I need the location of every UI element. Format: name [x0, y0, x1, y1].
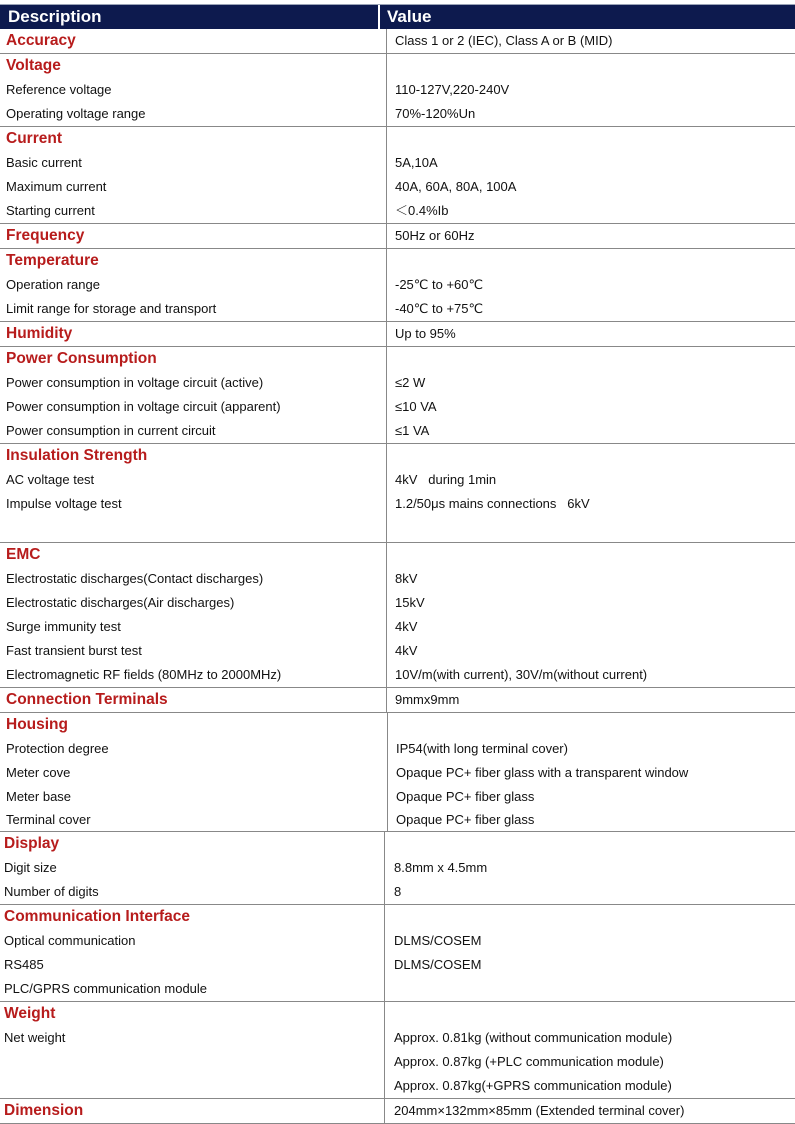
spec-label: Meter cove	[6, 765, 71, 780]
spec-label: AC voltage test	[6, 472, 95, 487]
section-title: Communication Interface	[4, 908, 191, 925]
spec-label: Maximum current	[6, 179, 107, 194]
spec-label: Basic current	[6, 155, 82, 170]
spec-label: Electrostatic discharges(Air discharges)	[6, 595, 235, 610]
section-title: Insulation Strength	[6, 447, 148, 464]
spec-label: Starting current	[6, 203, 95, 218]
section-title: Accuracy	[6, 32, 76, 49]
description-column-header: Description	[0, 5, 380, 29]
spec-value: 4kV	[395, 619, 418, 634]
spec-value: 4kV	[395, 643, 418, 658]
spec-label: Power consumption in voltage circuit (apparent)	[6, 399, 281, 414]
spec-label: Electrostatic discharges(Contact discharges)	[6, 571, 264, 586]
section-voltage	[0, 54, 795, 127]
section-title: Display	[4, 835, 60, 852]
spec-label: Electromagnetic RF fields (80MHz to 2000MHz)	[6, 667, 282, 682]
spec-label: Optical communication	[4, 933, 136, 948]
spec-value: 8.8mm x 4.5mm	[394, 860, 488, 875]
spec-value: 40A, 60A, 80A, 100A	[395, 179, 517, 194]
spec-value: Class 1 or 2 (IEC), Class A or B (MID)	[395, 33, 613, 48]
section-dimension	[0, 1099, 795, 1124]
spec-value: 8kV	[395, 571, 418, 586]
table-header	[0, 4, 795, 29]
section-accuracy	[0, 29, 795, 54]
spec-label: Power consumption in current circuit	[6, 423, 216, 438]
section-insulation-strength	[0, 444, 795, 543]
spec-label: Limit range for storage and transport	[6, 301, 217, 316]
section-communication-interface	[0, 905, 795, 1002]
spec-label: PLC/GPRS communication module	[4, 981, 208, 996]
spec-value: Opaque PC+ fiber glass	[396, 789, 535, 804]
spec-label: Protection degree	[6, 741, 109, 756]
spec-value: 204mm×132mm×85mm (Extended terminal cover)	[394, 1103, 685, 1118]
spec-label: Net weight	[4, 1030, 66, 1045]
spec-label: RS485	[4, 957, 44, 972]
spec-table	[0, 4, 795, 1124]
section-title: Power Consumption	[6, 350, 157, 367]
spec-label: Fast transient burst test	[6, 643, 142, 658]
spec-value: 9mmx9mm	[395, 692, 460, 707]
spec-value: -40℃ to +75℃	[395, 301, 484, 316]
spec-value: 5A,10A	[395, 155, 438, 170]
section-display	[0, 832, 795, 905]
section-title: Current	[6, 130, 62, 147]
spec-value: 8	[394, 884, 402, 899]
spec-value: 10V/m(with current), 30V/m(without current)	[395, 667, 648, 682]
section-title: Weight	[4, 1005, 56, 1022]
section-title: Temperature	[6, 252, 99, 269]
spec-value: 4kV during 1min	[395, 472, 497, 487]
spec-value: ＜0.4%Ib	[395, 203, 449, 218]
spec-label: Number of digits	[4, 884, 99, 899]
spec-value: ≤2 W	[395, 375, 426, 390]
section-weight	[0, 1002, 795, 1099]
spec-value: Approx. 0.87kg (+PLC communication module)	[394, 1054, 664, 1069]
section-humidity	[0, 322, 795, 347]
spec-value: DLMS/COSEM	[394, 933, 482, 948]
section-title: EMC	[6, 546, 41, 563]
section-emc	[0, 543, 795, 688]
spec-value: 50Hz or 60Hz	[395, 228, 475, 243]
section-current	[0, 127, 795, 224]
section-temperature	[0, 249, 795, 322]
value-column-header: Value	[387, 7, 432, 26]
spec-label: Operation range	[6, 277, 100, 292]
spec-label: Operating voltage range	[6, 106, 146, 121]
spec-label: Surge immunity test	[6, 619, 121, 634]
section-title: Frequency	[6, 227, 85, 244]
spec-value: IP54(with long terminal cover)	[396, 741, 568, 756]
spec-value: Opaque PC+ fiber glass with a transparent window	[396, 765, 689, 780]
spec-value: Approx. 0.81kg (without communication module)	[394, 1030, 673, 1045]
spec-value: ≤10 VA	[395, 399, 437, 414]
section-frequency	[0, 224, 795, 249]
spec-label: Digit size	[4, 860, 57, 875]
section-title: Housing	[6, 716, 68, 733]
spec-value: 15kV	[395, 595, 425, 610]
spec-label: Meter base	[6, 789, 72, 804]
spec-label: Terminal cover	[6, 812, 91, 827]
spec-value: 1.2/50μs mains connections 6kV	[395, 496, 590, 511]
spec-value: DLMS/COSEM	[394, 957, 482, 972]
spec-value: Up to 95%	[395, 326, 456, 341]
spec-label: Impulse voltage test	[6, 496, 122, 511]
spec-value: Approx. 0.87kg(+GPRS communication module)	[394, 1078, 672, 1093]
spec-label: Power consumption in voltage circuit (active)	[6, 375, 264, 390]
section-power-consumption	[0, 347, 795, 444]
spec-label: Reference voltage	[6, 82, 112, 97]
spec-value: ≤1 VA	[395, 423, 430, 438]
section-housing	[0, 713, 795, 832]
section-title: Dimension	[4, 1102, 84, 1119]
spec-value: -25℃ to +60℃	[395, 277, 484, 292]
spec-value: 70%-120%Un	[395, 106, 476, 121]
section-title: Connection Terminals	[6, 691, 168, 708]
section-connection-terminals	[0, 688, 795, 713]
spec-value	[385, 977, 795, 1001]
spec-value: 110-127V,220-240V	[395, 82, 510, 97]
section-title: Voltage	[6, 57, 61, 74]
spec-value: Opaque PC+ fiber glass	[396, 812, 535, 827]
section-title: Humidity	[6, 325, 73, 342]
